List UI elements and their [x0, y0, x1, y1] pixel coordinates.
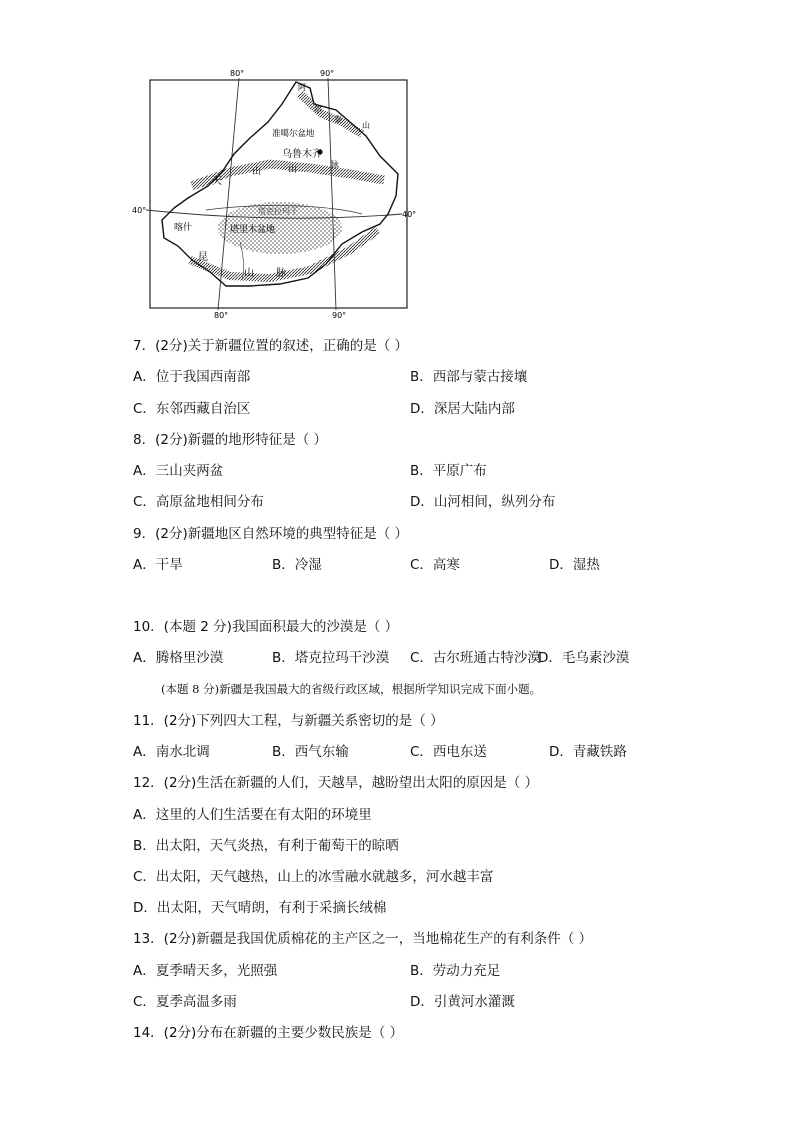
altai-mountains — [300, 94, 362, 134]
kunlun-label-3: 脉 — [276, 268, 286, 279]
taklimakan-label: 塔克拉玛干 — [258, 207, 298, 216]
question-9-stem: 9．(2分)新疆地区自然环境的典型特征是（ ） — [133, 526, 409, 542]
tianshan-label-4: 脉 — [330, 161, 340, 171]
question-13-option-d[interactable]: D．引黄河水灌溉 — [410, 994, 515, 1010]
question-9-option-a[interactable]: A．干旱 — [133, 557, 183, 573]
question-12-option-b[interactable]: B．出太阳，天气炎热，有利于葡萄干的晾晒 — [133, 838, 399, 854]
question-13-option-a[interactable]: A．夏季晴天多，光照强 — [133, 963, 278, 979]
question-11-option-b[interactable]: B．西气东输 — [272, 744, 349, 760]
junggar-label: 准噶尔盆地 — [272, 129, 315, 139]
question-10-option-b[interactable]: B．塔克拉玛干沙漠 — [272, 650, 390, 666]
question-7-option-a[interactable]: A．位于我国西南部 — [133, 369, 251, 385]
question-10-option-d[interactable]: D．毛乌素沙漠 — [538, 650, 630, 666]
question-10-option-c[interactable]: C．古尔班通古特沙漠 — [410, 650, 541, 666]
question-11-option-d[interactable]: D．青藏铁路 — [549, 744, 627, 760]
question-11-option-c[interactable]: C．西电东送 — [410, 744, 487, 760]
question-8-option-c[interactable]: C．高原盆地相间分布 — [133, 494, 264, 510]
altai-label-2: 尔 — [314, 105, 322, 114]
lat-label-right: 40° — [402, 210, 417, 219]
question-9-option-d[interactable]: D．湿热 — [549, 557, 600, 573]
kunlun-label-2: 山 — [244, 268, 254, 279]
question-7-option-c[interactable]: C．东邻西藏自治区 — [133, 401, 251, 417]
tianshan-label-2: 山 — [252, 167, 262, 177]
question-8-option-d[interactable]: D．山河相间，纵列分布 — [410, 494, 556, 510]
lon-label-bottom-90: 90° — [332, 311, 347, 320]
urumqi-label: 乌鲁木齐 — [282, 149, 322, 160]
tianshan-label-1: 天 — [212, 176, 222, 187]
tianshan-label-3: 山 — [288, 165, 298, 175]
question-9-option-b[interactable]: B．冷湿 — [272, 557, 322, 573]
question-14-stem: 14．(2分)分布在新疆的主要少数民族是（ ） — [133, 1025, 404, 1041]
question-13-option-b[interactable]: B．劳动力充足 — [410, 963, 501, 979]
section-note: (本题 8 分)新疆是我国最大的省级行政区域，根据所学知识完成下面小题。 — [161, 682, 542, 696]
altai-label-4: 山 — [362, 121, 370, 130]
question-10-option-a[interactable]: A．腾格里沙漠 — [133, 650, 224, 666]
question-12-stem: 12．(2分)生活在新疆的人们，天越旱，越盼望出太阳的原因是（ ） — [133, 775, 539, 791]
xinjiang-map — [130, 64, 430, 320]
lat-label-left: 40° — [132, 206, 147, 215]
altai-label-1: 阿 — [298, 83, 306, 92]
altai-label-3: 泰 — [334, 115, 342, 124]
question-8-stem: 8．(2分)新疆的地形特征是（ ） — [133, 432, 328, 448]
question-7-stem: 7．(2分)关于新疆位置的叙述，正确的是（ ） — [133, 338, 409, 354]
question-12-option-c[interactable]: C．出太阳，天气越热，山上的冰雪融水就越多，河水越丰富 — [133, 869, 494, 885]
question-13-option-c[interactable]: C．夏季高温多雨 — [133, 994, 237, 1010]
lon-label-bottom-80: 80° — [214, 311, 229, 320]
question-9-option-c[interactable]: C．高寒 — [410, 557, 460, 573]
question-7-option-b[interactable]: B．西部与蒙古接壤 — [410, 369, 528, 385]
tarim-label: 塔里木盆地 — [230, 225, 276, 235]
question-12-option-d[interactable]: D．出太阳，天气晴朗，有利于采摘长绒棉 — [133, 900, 387, 916]
question-7-option-d[interactable]: D．深居大陆内部 — [410, 401, 515, 417]
lon-label-top-90: 90° — [320, 69, 335, 78]
lon-label-top-80: 80° — [230, 69, 245, 78]
question-8-option-a[interactable]: A．三山夹两盆 — [133, 463, 224, 479]
question-11-option-a[interactable]: A．南水北调 — [133, 744, 210, 760]
question-10-stem: 10．(本题 2 分)我国面积最大的沙漠是（ ） — [133, 619, 399, 635]
question-11-stem: 11．(2分)下列四大工程，与新疆关系密切的是（ ） — [133, 713, 444, 729]
kunlun-label-1: 昆 — [198, 252, 208, 263]
question-12-option-a[interactable]: A．这里的人们生活要在有太阳的环境里 — [133, 807, 372, 823]
question-8-option-b[interactable]: B．平原广布 — [410, 463, 487, 479]
question-13-stem: 13．(2分)新疆是我国优质棉花的主产区之一，当地棉花生产的有利条件（ ） — [133, 931, 593, 947]
kashgar-label: 喀什 — [174, 223, 193, 233]
